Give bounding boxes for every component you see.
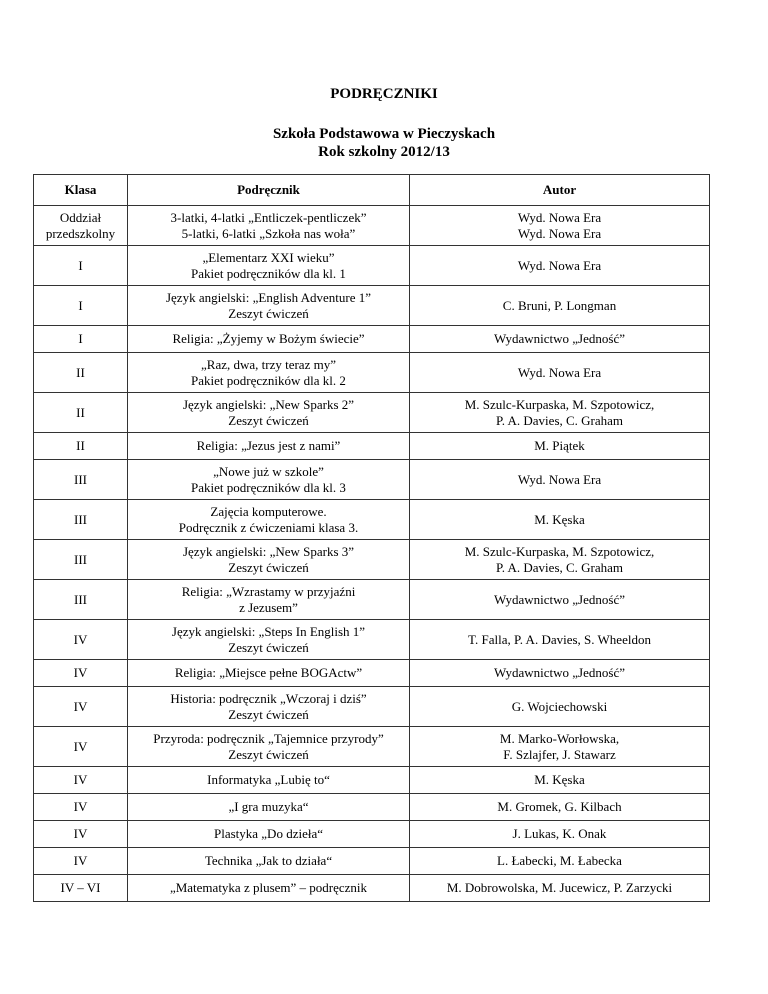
cell-klasa [34, 794, 128, 821]
cell-klasa-line: IV [73, 738, 88, 754]
cell-klasa-line: IV [73, 665, 88, 680]
cell-autor [410, 848, 710, 875]
cell-podrecznik-line: „I gra muzyka“ [228, 799, 309, 814]
cell-autor-line: Wyd. Nowa Era [517, 225, 602, 241]
cell-klasa [34, 660, 128, 687]
school-year: Rok szkolny 2012/13 [318, 144, 450, 160]
cell-podrecznik [128, 460, 410, 500]
cell-autor [410, 326, 710, 353]
cell-autor-line: Wydawnictwo „Jedność” [494, 665, 625, 680]
textbooks-table [33, 174, 710, 902]
cell-klasa-line: IV [73, 631, 88, 647]
page-title: PODRĘCZNIKI [330, 86, 438, 102]
cell-podrecznik-line: Język angielski: „Steps In English 1” [171, 623, 366, 639]
cell-klasa [34, 326, 128, 353]
cell-klasa [34, 433, 128, 460]
cell-klasa-line: IV [73, 799, 88, 814]
cell-autor [410, 687, 710, 727]
school-name: Szkoła Podstawowa w Pieczyskach [272, 126, 496, 142]
cell-autor-line: C. Bruni, P. Longman [502, 297, 617, 313]
cell-autor [410, 767, 710, 794]
cell-podrecznik-line: Religia: „Jezus jest z nami” [196, 438, 341, 453]
cell-autor-line: M. Szulc-Kurpaska, M. Szpotowicz, [464, 543, 655, 559]
table-header-row [34, 175, 710, 206]
table-row [34, 875, 710, 902]
table-row [34, 540, 710, 580]
cell-autor-line: M. Piątek [534, 438, 585, 453]
cell-klasa [34, 353, 128, 393]
header-podrecznik: Podręcznik [128, 175, 410, 206]
cell-podrecznik-line: Technika „Jak to działa“ [204, 853, 333, 868]
cell-podrecznik-line: Zajęcia komputerowe. [210, 503, 327, 519]
cell-klasa [34, 875, 128, 902]
cell-podrecznik [128, 326, 410, 353]
cell-autor-line: Wyd. Nowa Era [517, 209, 602, 225]
cell-podrecznik-line: 5-latki, 6-latki „Szkoła nas woła” [181, 225, 356, 241]
cell-autor-line: M. Kęska [534, 772, 585, 787]
cell-podrecznik [128, 246, 410, 286]
cell-autor [410, 540, 710, 580]
cell-klasa [34, 286, 128, 326]
cell-podrecznik [128, 353, 410, 393]
cell-podrecznik-line: Pakiet podręczników dla kl. 3 [191, 479, 346, 495]
cell-autor [410, 727, 710, 767]
table-row [34, 433, 710, 460]
cell-podrecznik [128, 767, 410, 794]
cell-podrecznik [128, 433, 410, 460]
cell-klasa [34, 848, 128, 875]
cell-podrecznik [128, 875, 410, 902]
cell-podrecznik [128, 286, 410, 326]
cell-autor [410, 500, 710, 540]
table-row [34, 500, 710, 540]
header-autor: Autor [410, 175, 710, 206]
cell-podrecznik [128, 794, 410, 821]
cell-podrecznik [128, 540, 410, 580]
cell-autor [410, 353, 710, 393]
cell-podrecznik-line: Zeszyt ćwiczeń [228, 305, 309, 321]
cell-klasa [34, 821, 128, 848]
cell-autor-line: M. Marko-Worłowska, [499, 730, 620, 746]
cell-klasa [34, 393, 128, 433]
cell-klasa [34, 540, 128, 580]
cell-podrecznik [128, 821, 410, 848]
cell-klasa-line: I [78, 257, 83, 273]
cell-podrecznik-line: Zeszyt ćwiczeń [228, 412, 309, 428]
cell-podrecznik [128, 393, 410, 433]
cell-klasa [34, 767, 128, 794]
cell-podrecznik-line: Zeszyt ćwiczeń [228, 746, 309, 762]
cell-klasa [34, 620, 128, 660]
cell-podrecznik-line: Język angielski: „English Adventure 1” [165, 289, 372, 305]
cell-klasa [34, 580, 128, 620]
cell-autor-line: P. A. Davies, C. Graham [495, 559, 624, 575]
cell-podrecznik-line: Plastyka „Do dzieła“ [213, 826, 323, 841]
cell-autor-line: Wydawnictwo „Jedność” [494, 591, 625, 607]
cell-podrecznik-line: Religia: „Żyjemy w Bożym świecie” [172, 331, 365, 346]
cell-autor [410, 246, 710, 286]
cell-podrecznik [128, 580, 410, 620]
cell-autor [410, 875, 710, 902]
cell-podrecznik-line: Religia: „Wzrastamy w przyjaźni [181, 583, 356, 599]
cell-podrecznik-line: Religia: „Miejsce pełne BOGActw” [174, 665, 363, 680]
cell-podrecznik-line: Język angielski: „New Sparks 3” [182, 543, 355, 559]
cell-klasa-line: I [78, 297, 83, 313]
cell-autor-line: M. Dobrowolska, M. Jucewicz, P. Zarzycki [446, 880, 673, 895]
table-row [34, 460, 710, 500]
cell-podrecznik-line: Podręcznik z ćwiczeniami klasa 3. [178, 519, 359, 535]
table-row [34, 286, 710, 326]
table-row [34, 727, 710, 767]
cell-podrecznik [128, 660, 410, 687]
cell-podrecznik-line: z Jezusem” [239, 599, 298, 615]
cell-autor-line: M. Gromek, G. Kilbach [497, 799, 622, 814]
table-row [34, 620, 710, 660]
cell-autor [410, 580, 710, 620]
table-row [34, 794, 710, 821]
table-row [34, 848, 710, 875]
cell-klasa-line: przedszkolny [45, 225, 116, 241]
table-row [34, 353, 710, 393]
cell-podrecznik-line: Język angielski: „New Sparks 2” [182, 396, 355, 412]
cell-klasa-line: III [74, 471, 87, 487]
cell-autor-line: M. Kęska [534, 511, 585, 527]
table-row [34, 687, 710, 727]
cell-klasa-line: I [78, 331, 83, 346]
table-row [34, 206, 710, 246]
cell-podrecznik-line: Przyroda: podręcznik „Tajemnice przyrody” [153, 730, 384, 746]
cell-autor [410, 433, 710, 460]
cell-autor [410, 286, 710, 326]
cell-podrecznik [128, 620, 410, 660]
cell-autor-line: F. Szlajfer, J. Stawarz [503, 746, 616, 762]
cell-klasa-line: III [74, 551, 87, 567]
cell-podrecznik-line: Zeszyt ćwiczeń [228, 706, 309, 722]
cell-autor-line: T. Falla, P. A. Davies, S. Wheeldon [468, 631, 651, 647]
table-row [34, 393, 710, 433]
cell-klasa-line: III [74, 591, 87, 607]
cell-klasa [34, 500, 128, 540]
cell-klasa-line: IV [73, 853, 88, 868]
cell-podrecznik-line: „Raz, dwa, trzy teraz my” [201, 356, 336, 372]
cell-autor-line: L. Łabecki, M. Łabecka [497, 853, 622, 868]
cell-podrecznik-line: „Matematyka z plusem” – podręcznik [169, 880, 368, 895]
cell-podrecznik-line: Pakiet podręczników dla kl. 2 [191, 372, 346, 388]
cell-klasa-line: IV [73, 772, 88, 787]
cell-podrecznik-line: Zeszyt ćwiczeń [228, 559, 309, 575]
cell-podrecznik-line: „Nowe już w szkole” [213, 463, 324, 479]
cell-podrecznik [128, 206, 410, 246]
cell-autor-line: G. Wojciechowski [511, 698, 608, 714]
cell-autor-line: Wydawnictwo „Jedność” [494, 331, 625, 346]
cell-autor [410, 660, 710, 687]
cell-podrecznik-line: Historia: podręcznik „Wczoraj i dziś” [170, 690, 367, 706]
cell-podrecznik [128, 727, 410, 767]
cell-podrecznik-line: Pakiet podręczników dla kl. 1 [191, 265, 346, 281]
cell-podrecznik-line: Informatyka „Lubię to“ [207, 772, 330, 787]
table-row [34, 580, 710, 620]
cell-klasa-line: IV [73, 698, 88, 714]
cell-autor [410, 460, 710, 500]
cell-autor [410, 620, 710, 660]
cell-autor [410, 393, 710, 433]
cell-podrecznik [128, 500, 410, 540]
table-row [34, 246, 710, 286]
table-row [34, 326, 710, 353]
cell-autor-line: J. Lukas, K. Onak [512, 826, 607, 841]
cell-autor-line: P. A. Davies, C. Graham [495, 412, 624, 428]
cell-autor [410, 206, 710, 246]
cell-podrecznik-line: Zeszyt ćwiczeń [228, 639, 309, 655]
cell-klasa-line: Oddział [59, 209, 102, 225]
cell-klasa-line: IV [73, 826, 88, 841]
cell-autor-line: Wyd. Nowa Era [517, 257, 602, 273]
cell-klasa [34, 246, 128, 286]
cell-klasa-line: II [76, 404, 85, 420]
cell-podrecznik [128, 848, 410, 875]
cell-klasa [34, 727, 128, 767]
cell-podrecznik [128, 687, 410, 727]
cell-autor-line: Wyd. Nowa Era [517, 471, 602, 487]
cell-autor-line: Wyd. Nowa Era [517, 364, 602, 380]
cell-autor [410, 794, 710, 821]
cell-klasa-line: IV – VI [60, 880, 101, 895]
cell-autor-line: M. Szulc-Kurpaska, M. Szpotowicz, [464, 396, 655, 412]
cell-klasa [34, 687, 128, 727]
cell-podrecznik-line: „Elementarz XXI wieku” [202, 249, 335, 265]
cell-klasa-line: II [76, 438, 85, 453]
cell-klasa-line: III [74, 511, 87, 527]
cell-klasa [34, 206, 128, 246]
cell-klasa-line: II [76, 364, 85, 380]
table-row [34, 660, 710, 687]
cell-podrecznik-line: 3-latki, 4-latki „Entliczek-pentliczek” [170, 209, 367, 225]
table-row [34, 767, 710, 794]
cell-autor [410, 821, 710, 848]
table-row [34, 821, 710, 848]
cell-klasa [34, 460, 128, 500]
header-klasa: Klasa [34, 175, 128, 206]
